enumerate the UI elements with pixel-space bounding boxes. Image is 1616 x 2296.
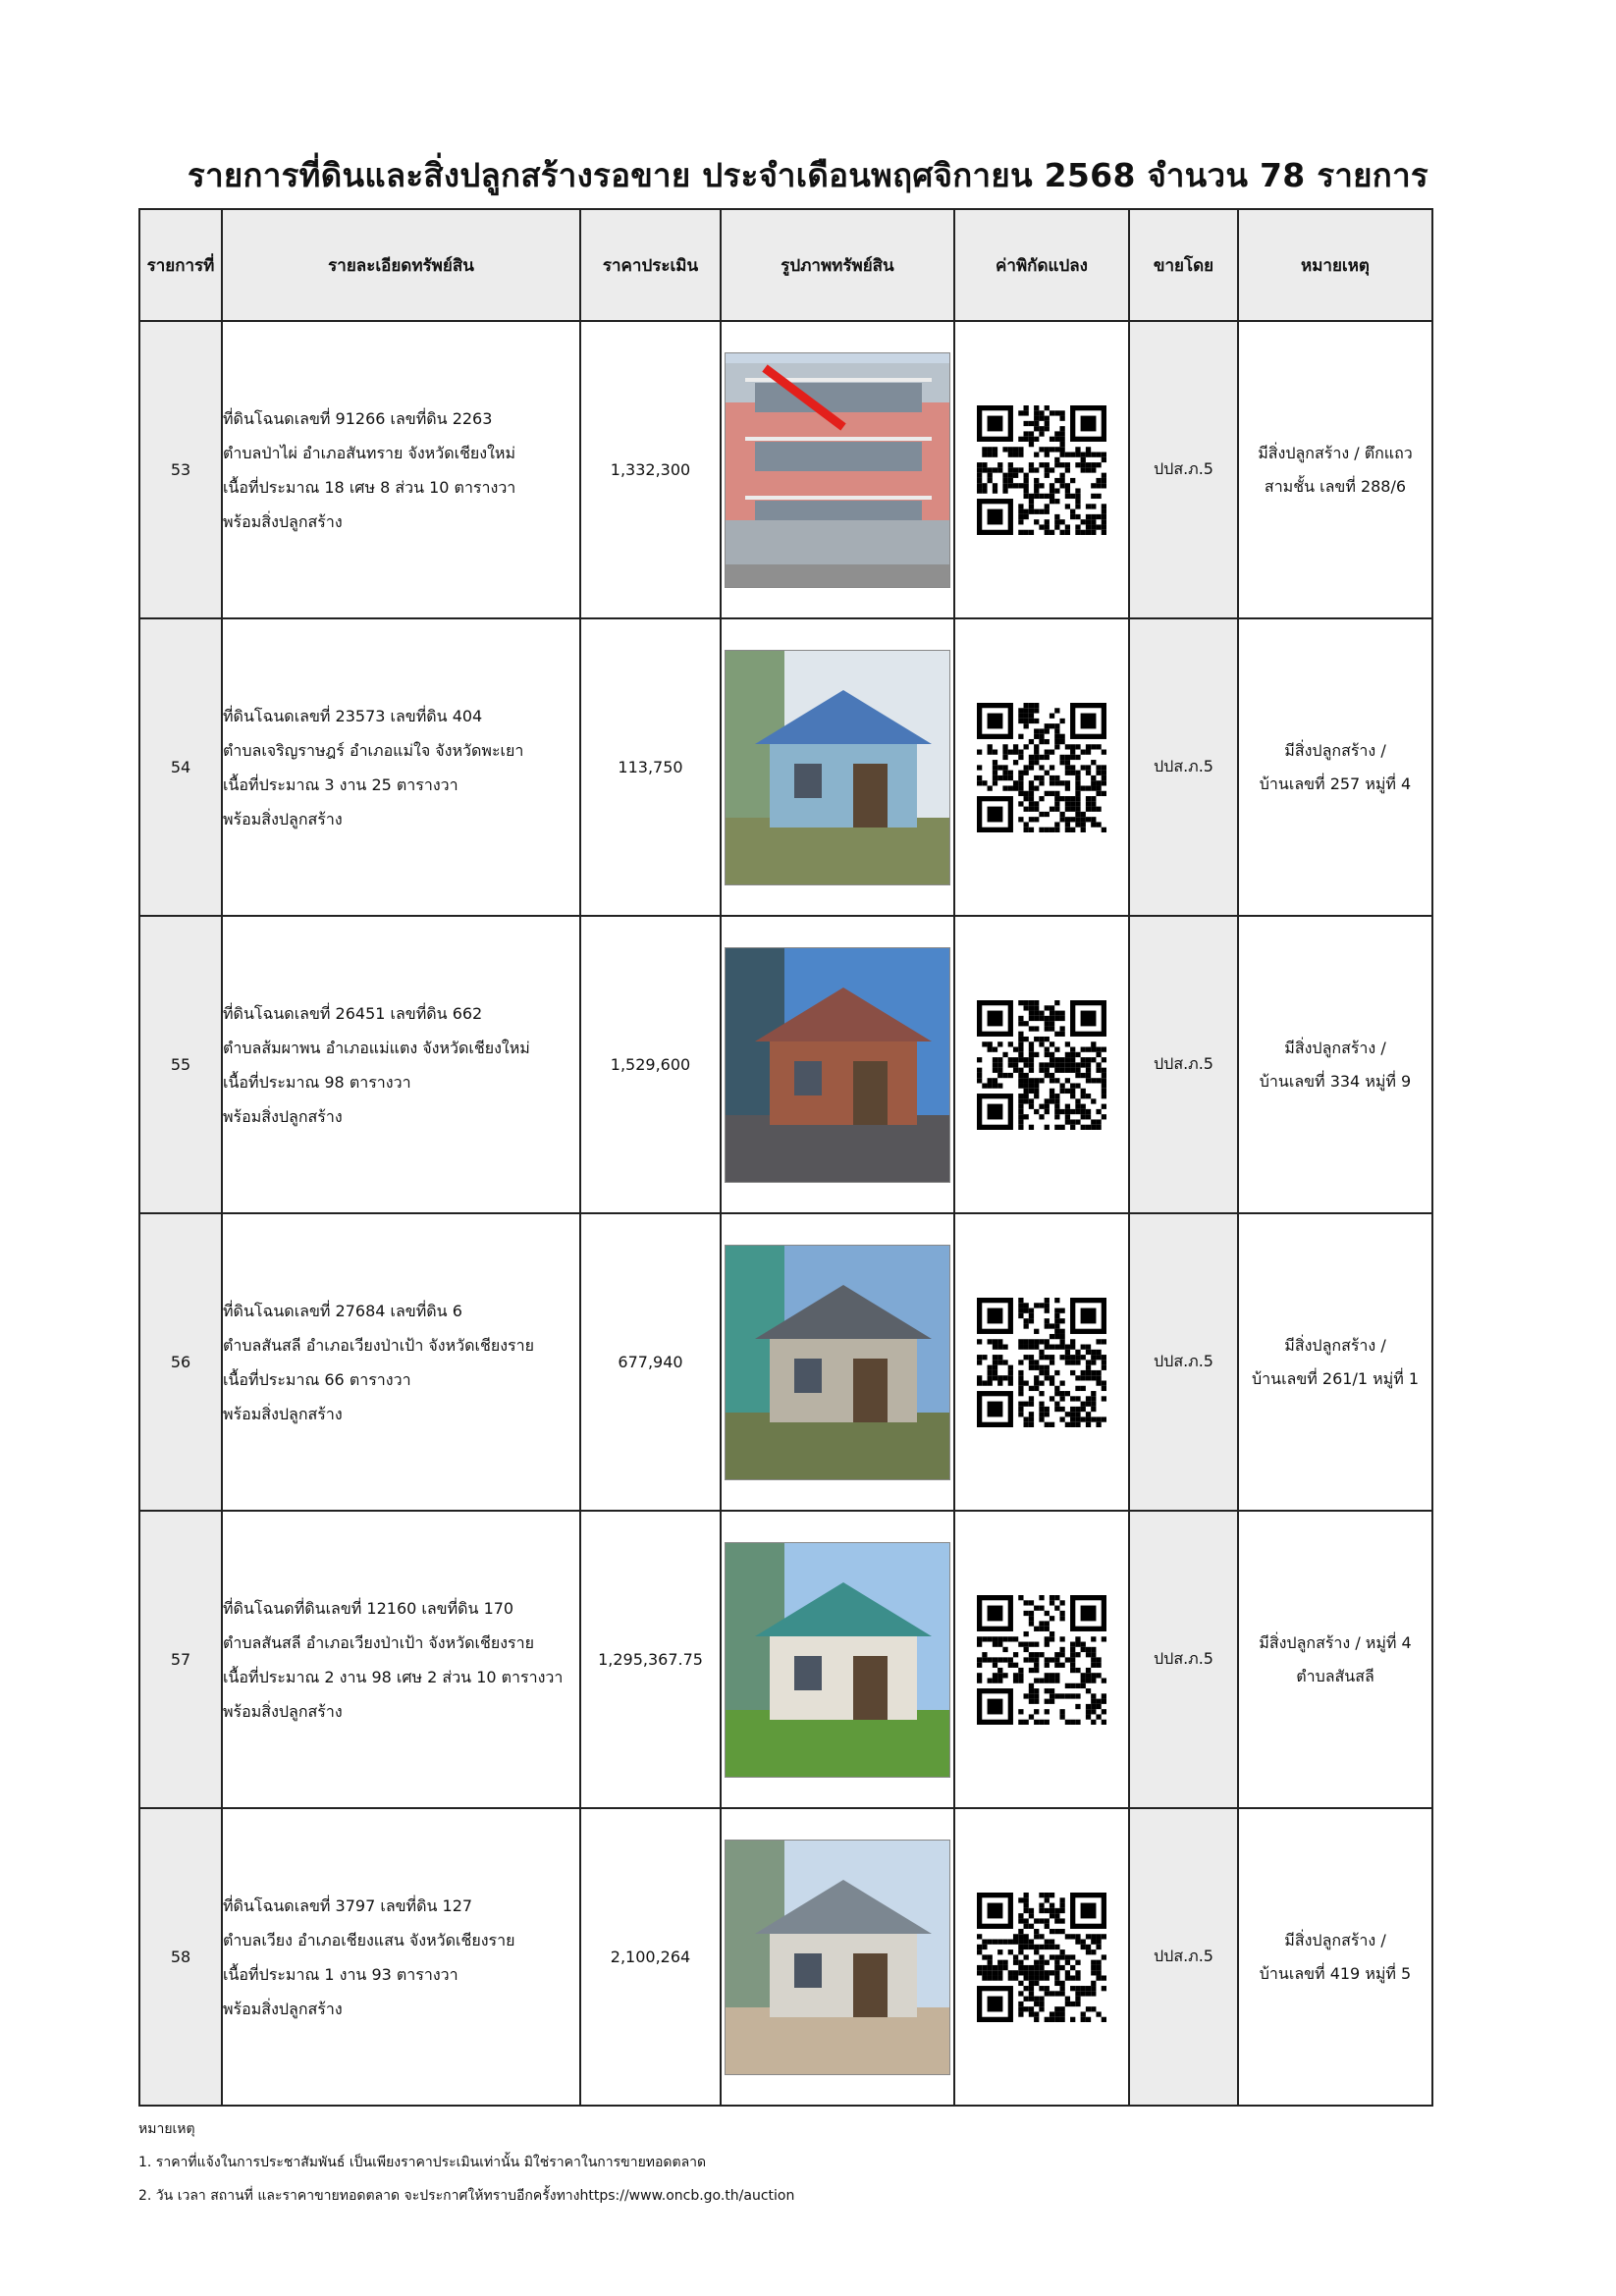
qr-code-icon[interactable] (977, 1893, 1106, 2022)
appraisal-price: 2,100,264 (580, 1808, 721, 2106)
detail-line: พร้อมสิ่งปลูกสร้าง (223, 1701, 343, 1721)
seller: ปปส.ภ.5 (1129, 1511, 1238, 1808)
qr-code-icon[interactable] (977, 1595, 1106, 1725)
detail-line: ที่ดินโฉนดเลขที่ 23573 เลขที่ดิน 404 (223, 706, 483, 725)
page-title: รายการที่ดินและสิ่งปลูกสร้างรอขาย ประจำเดือนพฤศจิกายน 2568 จำนวน 78 รายการ (188, 156, 1428, 194)
coordinates-cell (954, 1213, 1129, 1511)
detail-line: ตำบลเวียง อำเภอเชียงแสน จังหวัดเชียงราย (223, 1930, 515, 1949)
item-number: 54 (139, 618, 222, 916)
item-number: 53 (139, 321, 222, 618)
header-item-no: รายการที่ (139, 209, 222, 321)
seller: ปปส.ภ.5 (1129, 618, 1238, 916)
remark (1238, 916, 1432, 1213)
table-row (139, 1808, 1432, 2106)
house-photo (725, 947, 950, 1183)
header-coordinates: ค่าพิกัดแปลง (954, 209, 1129, 321)
table-row (139, 1213, 1432, 1511)
remark (1238, 618, 1432, 916)
property-table (138, 208, 1433, 2107)
seller: ปปส.ภ.5 (1129, 916, 1238, 1213)
remark-line: บ้านเลขที่ 257 หมู่ที่ 4 (1259, 774, 1412, 793)
appraisal-price: 113,750 (580, 618, 721, 916)
remark (1238, 1808, 1432, 2106)
item-number: 55 (139, 916, 222, 1213)
item-number: 57 (139, 1511, 222, 1808)
table-row (139, 321, 1432, 618)
remark (1238, 321, 1432, 618)
remark (1238, 1511, 1432, 1808)
appraisal-price: 1,529,600 (580, 916, 721, 1213)
seller: ปปส.ภ.5 (1129, 321, 1238, 618)
detail-line: ที่ดินโฉนดเลขที่ 26451 เลขที่ดิน 662 (223, 1003, 483, 1023)
footnote-1: 1. ราคาที่แจ้งในการประชาสัมพันธ์ เป็นเพียงราคาประเมินเท่านั้น มิใช่ราคาในการขายทอดตลาด (138, 2155, 707, 2170)
header-note: หมายเหตุ (1238, 209, 1432, 321)
detail-line: ที่ดินโฉนดเลขที่ 27684 เลขที่ดิน 6 (223, 1301, 462, 1320)
appraisal-price: 1,295,367.75 (580, 1511, 721, 1808)
header-seller: ขายโดย (1129, 209, 1238, 321)
detail-line: ที่ดินโฉนดที่ดินเลขที่ 12160 เลขที่ดิน 170 (223, 1598, 514, 1618)
remark-line: มีสิ่งปลูกสร้าง / (1284, 1335, 1386, 1355)
detail-line: พร้อมสิ่งปลูกสร้าง (223, 511, 343, 531)
header-price: ราคาประเมิน (580, 209, 721, 321)
qr-code-icon[interactable] (977, 405, 1106, 535)
header-detail: รายละเอียดทรัพย์สิน (222, 209, 580, 321)
detail-line: เนื้อที่ประมาณ 1 งาน 93 ตารางวา (223, 1964, 458, 1984)
table-row (139, 618, 1432, 916)
property-photo-cell (721, 1511, 954, 1808)
item-number: 56 (139, 1213, 222, 1511)
property-detail (222, 1213, 580, 1511)
seller: ปปส.ภ.5 (1129, 1808, 1238, 2106)
qr-code-icon[interactable] (977, 1298, 1106, 1427)
property-detail (222, 1511, 580, 1808)
qr-code-icon[interactable] (977, 1000, 1106, 1130)
remark-line: บ้านเลขที่ 334 หมู่ที่ 9 (1259, 1071, 1412, 1091)
detail-line: เนื้อที่ประมาณ 98 ตารางวา (223, 1072, 411, 1092)
remark-line: มีสิ่งปลูกสร้าง / ตึกแถว (1258, 443, 1413, 462)
house-photo (725, 1245, 950, 1480)
coordinates-cell (954, 1808, 1129, 2106)
table-header-row (139, 209, 1432, 321)
coordinates-cell (954, 321, 1129, 618)
property-detail (222, 1808, 580, 2106)
detail-line: ตำบลส้มผาพน อำเภอแม่แตง จังหวัดเชียงใหม่ (223, 1038, 530, 1057)
detail-line: ตำบลป่าไผ่ อำเภอสันทราย จังหวัดเชียงใหม่ (223, 443, 516, 462)
detail-line: ตำบลเจริญราษฎร์ อำเภอแม่ใจ จังหวัดพะเยา (223, 740, 524, 760)
property-photo-cell (721, 618, 954, 916)
detail-line: พร้อมสิ่งปลูกสร้าง (223, 1404, 343, 1423)
property-photo-cell (721, 916, 954, 1213)
coordinates-cell (954, 1511, 1129, 1808)
remark-line: มีสิ่งปลูกสร้าง / หมู่ที่ 4 (1259, 1632, 1412, 1652)
detail-line: ที่ดินโฉนดเลขที่ 91266 เลขที่ดิน 2263 (223, 408, 493, 428)
detail-line: ตำบลสันสลี อำเภอเวียงป่าเป้า จังหวัดเชียงราย (223, 1335, 534, 1355)
footnote-heading: หมายเหตุ (138, 2121, 195, 2137)
detail-line: เนื้อที่ประมาณ 18 เศษ 8 ส่วน 10 ตารางวา (223, 477, 516, 497)
remark-line: บ้านเลขที่ 419 หมู่ที่ 5 (1259, 1963, 1412, 1983)
detail-line: พร้อมสิ่งปลูกสร้าง (223, 1999, 343, 2018)
footnotes (138, 2112, 794, 2213)
remark-line: มีสิ่งปลูกสร้าง / (1284, 740, 1386, 760)
remark-line: ตำบลสันสลี (1296, 1666, 1374, 1685)
property-detail (222, 321, 580, 618)
property-detail (222, 618, 580, 916)
detail-line: พร้อมสิ่งปลูกสร้าง (223, 1106, 343, 1126)
remark (1238, 1213, 1432, 1511)
detail-line: ที่ดินโฉนดเลขที่ 3797 เลขที่ดิน 127 (223, 1896, 473, 1915)
property-photo-cell (721, 321, 954, 618)
coordinates-cell (954, 916, 1129, 1213)
coordinates-cell (954, 618, 1129, 916)
remark-line: มีสิ่งปลูกสร้าง / (1284, 1038, 1386, 1057)
detail-line: เนื้อที่ประมาณ 2 งาน 98 เศษ 2 ส่วน 10 ตารางวา (223, 1667, 564, 1686)
property-detail (222, 916, 580, 1213)
detail-line: เนื้อที่ประมาณ 3 งาน 25 ตารางวา (223, 774, 458, 794)
item-number: 58 (139, 1808, 222, 2106)
seller: ปปส.ภ.5 (1129, 1213, 1238, 1511)
appraisal-price: 677,940 (580, 1213, 721, 1511)
qr-code-icon[interactable] (977, 703, 1106, 832)
remark-line: บ้านเลขที่ 261/1 หมู่ที่ 1 (1251, 1368, 1420, 1388)
townhouse-photo (725, 352, 950, 588)
house-photo (725, 1840, 950, 2075)
property-photo-cell (721, 1808, 954, 2106)
footnote-2: 2. วัน เวลา สถานที่ และราคาขายทอดตลาด จะประกาศให้ทราบอีกครั้งทางhttps://www.oncb.go.th/auction (138, 2188, 795, 2204)
header-photo: รูปภาพทรัพย์สิน (721, 209, 954, 321)
property-photo-cell (721, 1213, 954, 1511)
appraisal-price: 1,332,300 (580, 321, 721, 618)
remark-line: สามชั้น เลขที่ 288/6 (1264, 476, 1407, 496)
house-photo (725, 1542, 950, 1778)
table-row (139, 916, 1432, 1213)
table-row (139, 1511, 1432, 1808)
detail-line: พร้อมสิ่งปลูกสร้าง (223, 809, 343, 828)
house-photo (725, 650, 950, 885)
detail-line: ตำบลสันสลี อำเภอเวียงป่าเป้า จังหวัดเชียงราย (223, 1632, 534, 1652)
detail-line: เนื้อที่ประมาณ 66 ตารางวา (223, 1369, 411, 1389)
remark-line: มีสิ่งปลูกสร้าง / (1284, 1930, 1386, 1949)
